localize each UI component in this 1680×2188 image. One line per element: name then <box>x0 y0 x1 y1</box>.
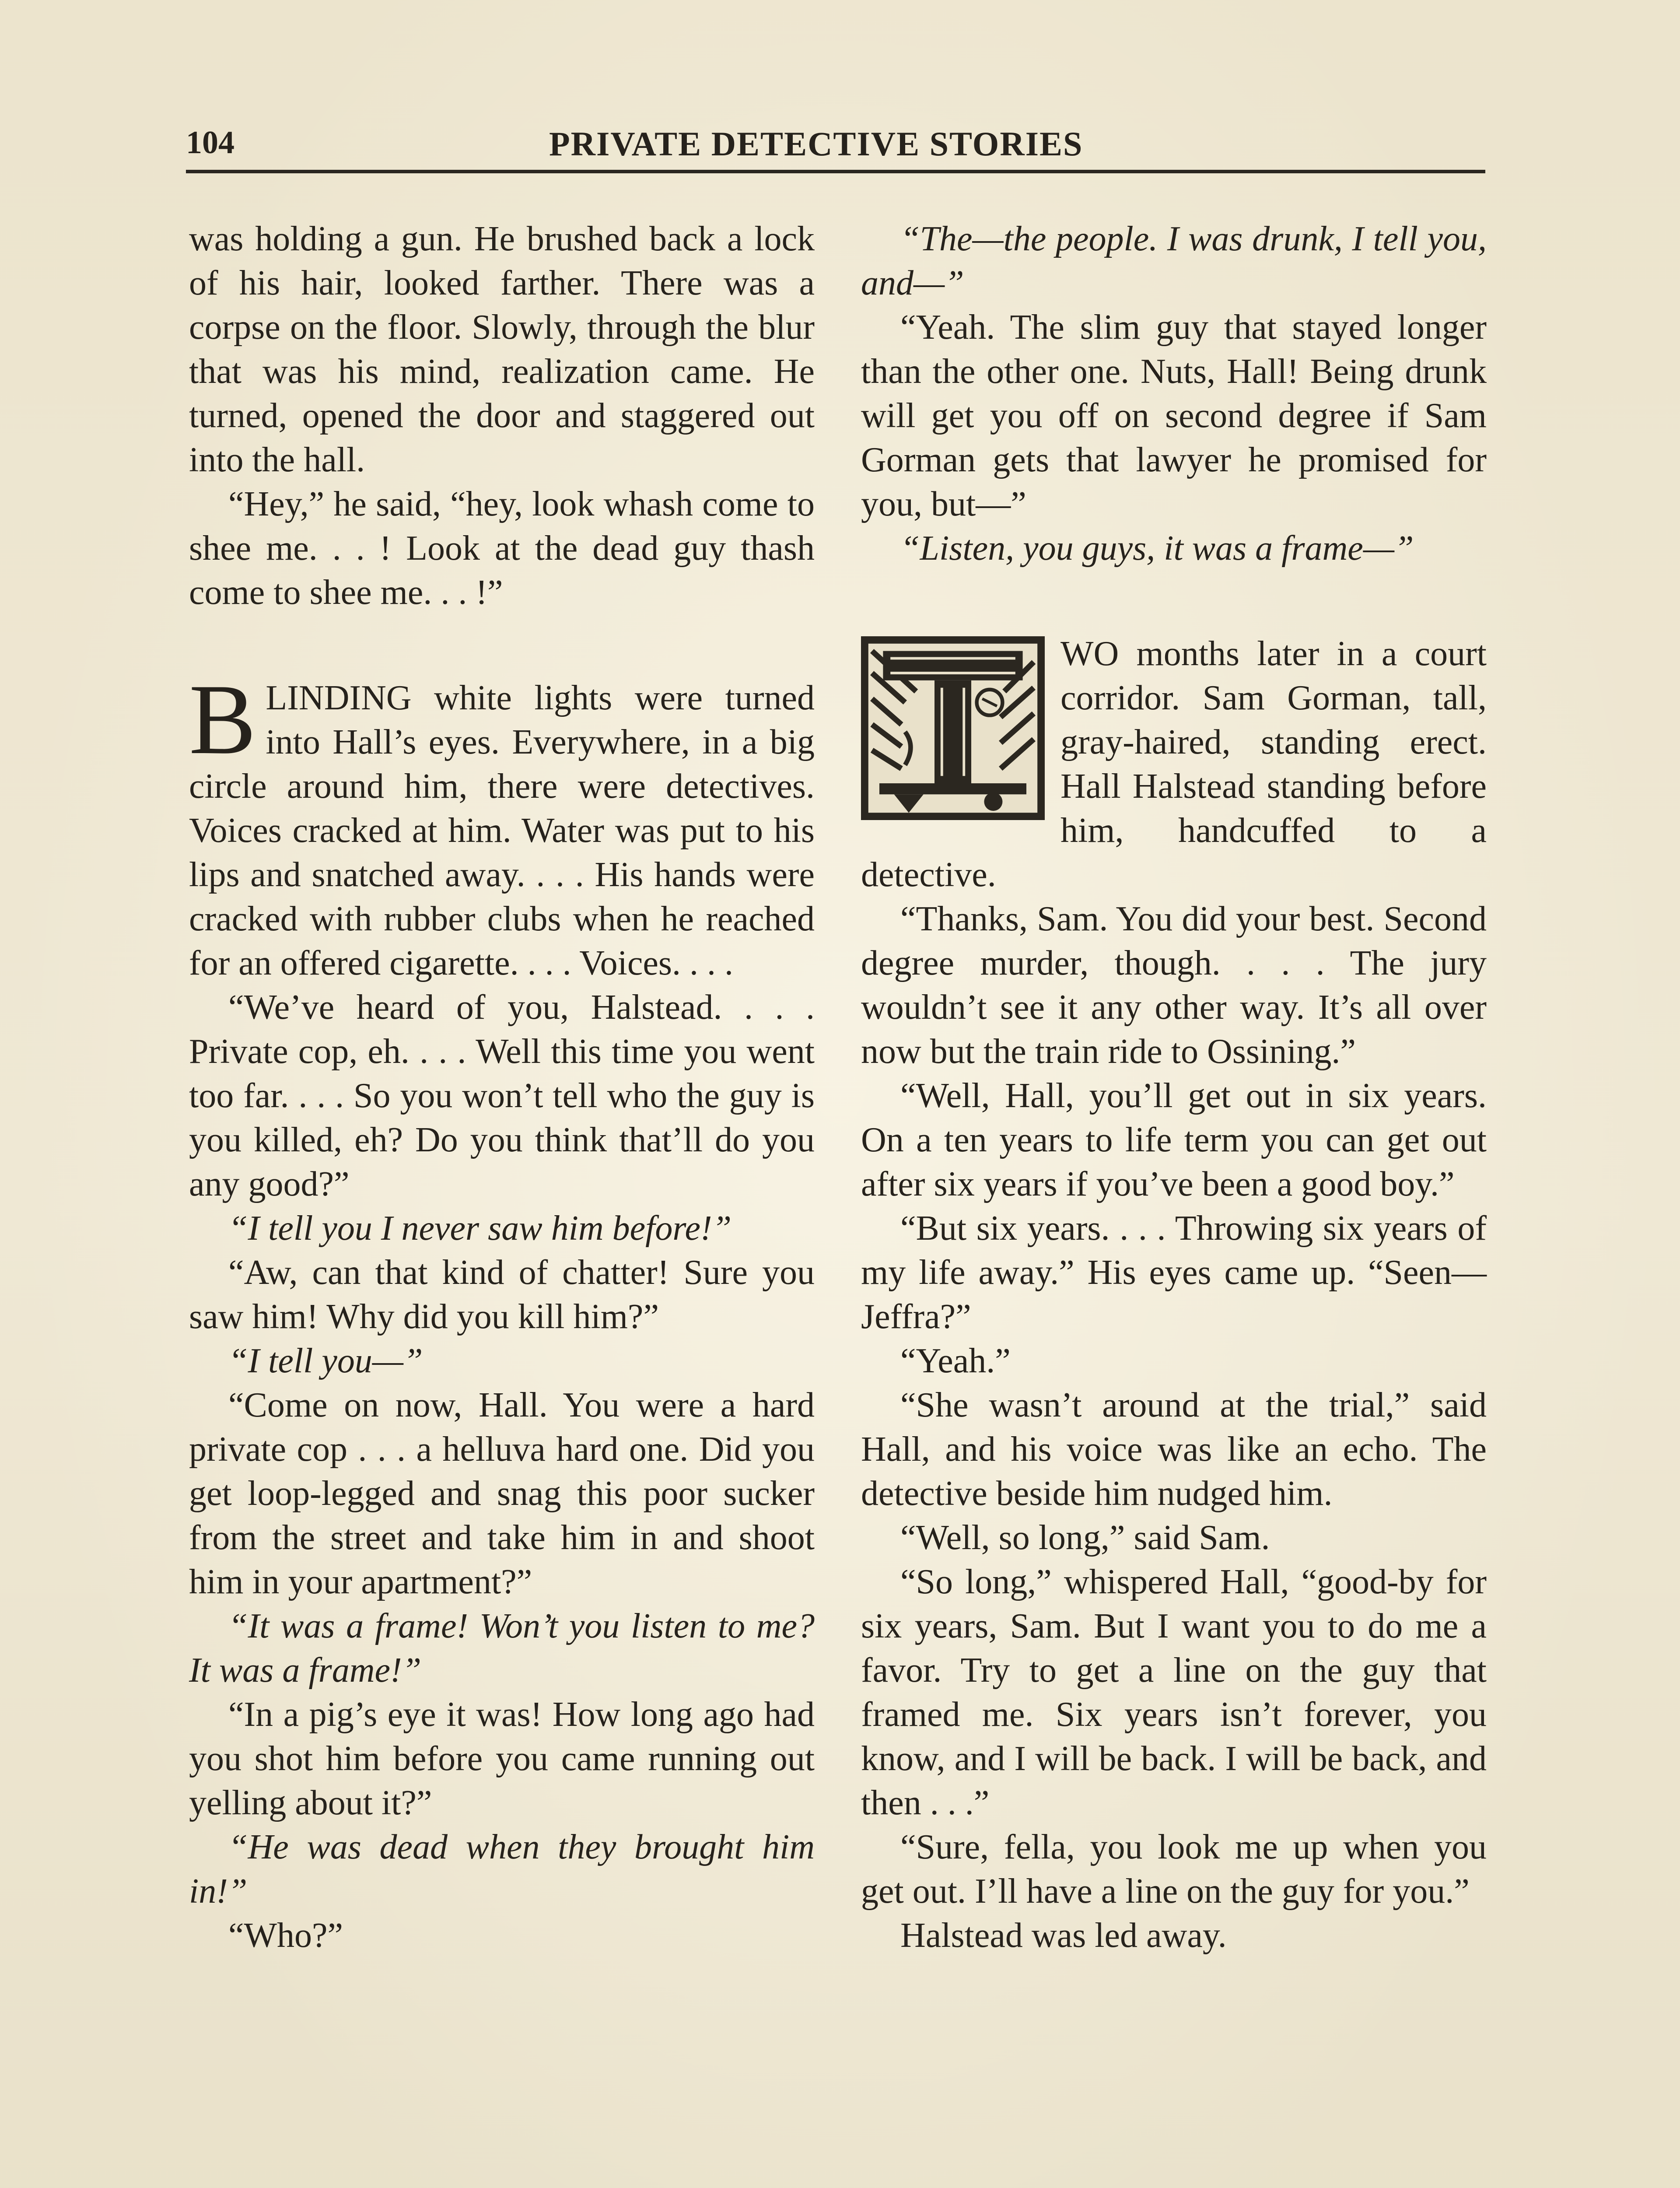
paragraph: Halstead was led away. <box>900 1916 1227 1955</box>
paragraph: “Well, Hall, you’ll get out in six years. On a ten years to life term you can get out after six years if you’ve been a good boy.” <box>861 1076 1487 1203</box>
paragraph: “But six years. . . . Throwing six years of my life away.” His eyes came up. “Seen—Jeffra?” <box>861 1209 1487 1336</box>
paragraph: was holding a gun. He brushed back a lock of his hair, looked farther. There was a corpse on the floor. Slowly, through the blur that was his mind, realization came. He turned, opened the door and staggered out into the hall. <box>189 220 815 479</box>
paragraph: “We’ve heard of you, Halstead. . . . Private cop, eh. . . . Well this time you went too far. . . . So you won’t tell who the guy is you killed, eh? Do you think that’ll do you any good?” <box>189 988 815 1203</box>
paragraph: “Hey,” he said, “hey, look whash come to shee me. . . ! Look at the dead guy thash come to shee me. . . !” <box>189 485 815 612</box>
paragraph: “Aw, can that kind of chatter! Sure you saw him! Why did you kill him?” <box>189 1253 815 1336</box>
section-opening-text: LINDING white lights were turned into Hall’s eyes. Everywhere, in a big circle around him, there were detectives. Voices cracked at him. Water was put to his lips and snatched away. . . . His hands were cracked with rubber clubs when he reached for an offered cigarette. . . . Voices. . . . <box>189 679 815 982</box>
paragraph: “She wasn’t around at the trial,” said Hall, and his voice was like an echo. The detective beside him nudged him. <box>861 1386 1487 1513</box>
paragraph: “Thanks, Sam. You did your best. Second degree murder, though. . . . The jury wouldn’t see it any other way. It’s all over now but the train ride to Ossining.” <box>861 900 1487 1071</box>
drop-cap-letter: B <box>189 663 256 775</box>
page-header <box>186 122 1485 173</box>
section-opening-paragraph <box>861 632 1487 897</box>
paragraph: “Sure, fella, you look me up when you get out. I’ll have a line on the guy for you.” <box>861 1828 1487 1911</box>
page-number: 104 <box>186 125 234 161</box>
paragraph: “Well, so long,” said Sam. <box>900 1518 1270 1557</box>
paragraph: “Come on now, Hall. You were a hard private cop . . . a helluva hard one. Did you get loop-legged and snag this poor sucker from the street and take him in and shoot him in your apartment?” <box>189 1386 815 1601</box>
paragraph: “Who?” <box>228 1916 343 1955</box>
paragraph: “Yeah. The slim guy that stayed longer than the other one. Nuts, Hall! Being drunk will get you off on second degree if Sam Gorman gets that lawyer he promised for you, but—” <box>861 308 1487 523</box>
italic-dialogue: “I tell you I never saw him before!” <box>228 1209 732 1248</box>
section-opening-text: WO months later in a court corridor. Sam Gorman, tall, gray-haired, standing erect. Hall Halstead standing before him, handcuffed to a detective. <box>861 635 1487 894</box>
italic-dialogue: “He was dead when they brought him in!” <box>189 1828 815 1911</box>
section-opening-paragraph <box>189 663 815 985</box>
italic-dialogue: “It was a frame! Won’t you listen to me? It was a frame!” <box>189 1607 815 1690</box>
paragraph: “So long,” whispered Hall, “good-by for six years, Sam. But I want you to do me a favor. Try to get a line on the guy that framed me. Six years isn’t forever, you know, and I will be back. I will be back, and then . . .” <box>861 1563 1487 1822</box>
woodcut-initial-t-icon <box>861 636 1045 820</box>
italic-dialogue: “I tell you—” <box>228 1342 423 1380</box>
running-title: PRIVATE DETECTIVE STORIES <box>549 125 1083 163</box>
left-column <box>189 217 815 1958</box>
paragraph: “In a pig’s eye it was! How long ago had you shot him before you came running out yelling about it?” <box>189 1695 815 1822</box>
italic-dialogue: “Listen, you guys, it was a frame—” <box>900 529 1414 568</box>
paragraph: “Yeah.” <box>900 1342 1011 1380</box>
right-column <box>861 217 1487 1958</box>
italic-dialogue: “The—the people. I was drunk, I tell you, and—” <box>861 220 1487 302</box>
